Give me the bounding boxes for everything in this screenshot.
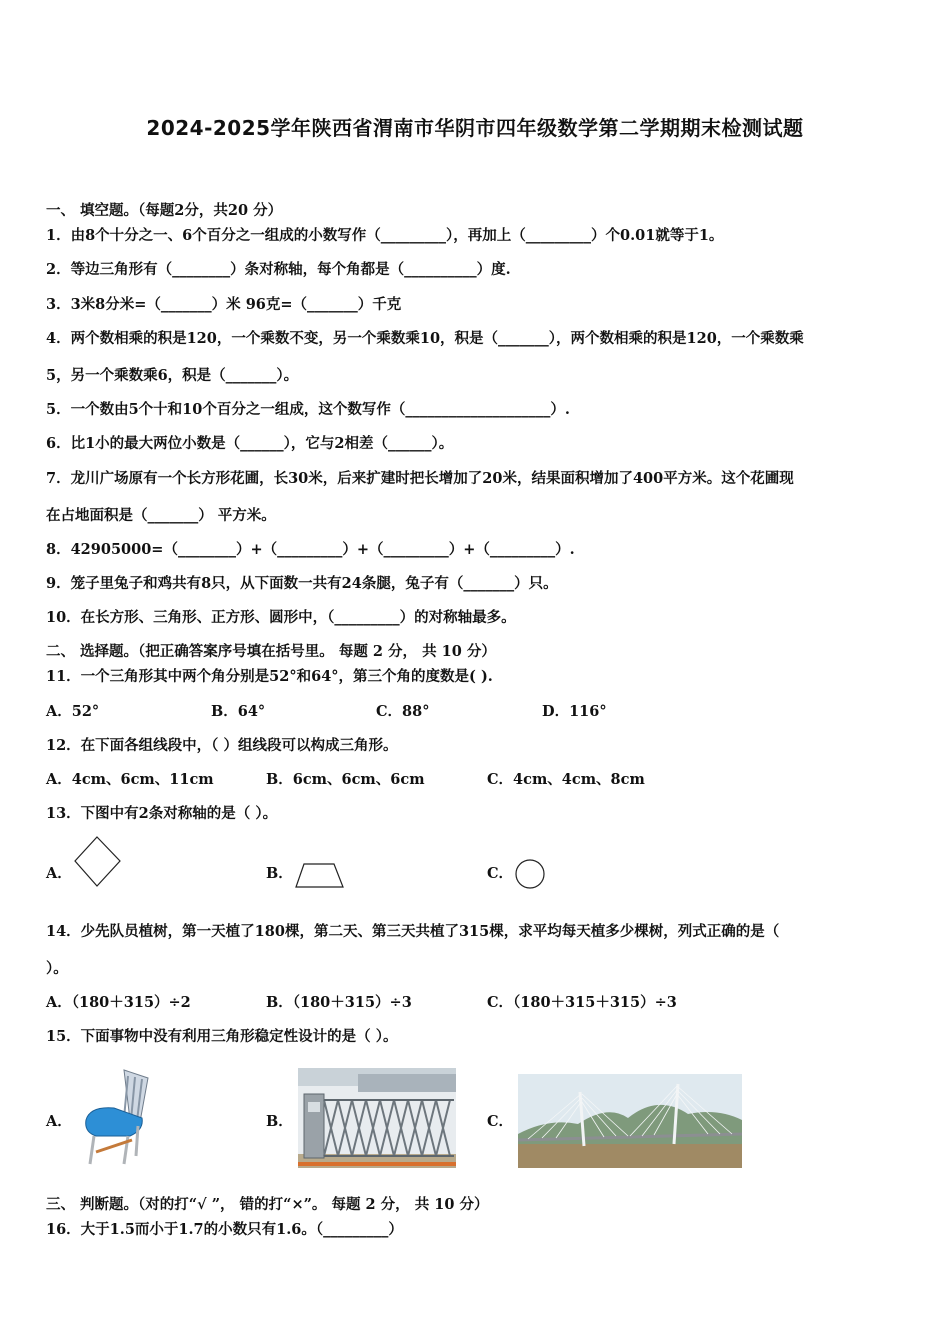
circle-figure	[514, 858, 546, 890]
q12-option-a: A．4cm、6cm、11cm	[46, 771, 214, 788]
question-7-line-1: 7．龙川广场原有一个长方形花圃，长30米，后来扩建时把长增加了20米，结果面积增加了400平方米。这个花圃现	[46, 470, 794, 487]
question-13: 13．下图中有2条对称轴的是（ ）。	[46, 805, 278, 822]
section-heading-judge: 三、 判断题。（对的打“√ ”， 错的打“×”。 每题 2 分， 共 10 分）	[46, 1196, 489, 1213]
question-14-line-1: 14．少先队员植树，第一天植了180棵，第二天、第三天共植了315棵，求平均每天植多少棵树，列式正确的是（	[46, 923, 780, 940]
question-4-line-2: 5，另一个乘数乘6，积是（_______）。	[46, 367, 299, 384]
section-heading-fill: 一、 填空题。（每题2分，共20 分）	[46, 202, 283, 219]
trapezoid-figure	[294, 862, 346, 890]
question-12: 12．在下面各组线段中，（ ）组线段可以构成三角形。	[46, 737, 398, 754]
question-1: 1．由8个十分之一、6个百分之一组成的小数写作（_________），再加上（_________）个0.01就等于1。	[46, 227, 724, 244]
cable-bridge-image	[518, 1074, 742, 1168]
q11-option-b: B．64°	[211, 703, 266, 720]
question-16: 16．大于1.5而小于1.7的小数只有1.6。（_________）	[46, 1221, 403, 1238]
question-15: 15．下面事物中没有利用三角形稳定性设计的是（ ）。	[46, 1028, 398, 1045]
question-9: 9．笼子里兔子和鸡共有8只，从下面数一共有24条腿，兔子有（_______）只。	[46, 575, 558, 592]
q11-option-d: D．116°	[542, 703, 607, 720]
q15-option-b: B．	[266, 1113, 293, 1130]
section-heading-choice: 二、 选择题。（把正确答案序号填在括号里。 每题 2 分， 共 10 分）	[46, 643, 496, 660]
q15-option-c: C．	[487, 1113, 514, 1130]
diamond-figure	[74, 836, 122, 888]
question-14-line-2: ）。	[46, 960, 68, 977]
q13-option-a: A．	[46, 865, 72, 882]
question-2: 2．等边三角形有（________）条对称轴，每个角都是（__________）度.	[46, 261, 511, 278]
question-4-line-1: 4．两个数相乘的积是120，一个乘数不变，另一个乘数乘10，积是（_______），两个数相乘的积是120，一个乘数乘	[46, 330, 804, 347]
q13-option-b: B．	[266, 865, 293, 882]
q12-option-c: C．4cm、4cm、8cm	[487, 771, 645, 788]
chair-image	[80, 1066, 154, 1166]
q14-option-b: B．（180＋315）÷3	[266, 994, 412, 1011]
question-5: 5．一个数由5个十和10个百分之一组成，这个数写作（____________________）.	[46, 401, 570, 418]
folding-gate-image	[298, 1068, 456, 1168]
question-8: 8．42905000=（________）+（_________）+（_________）+（_________）.	[46, 541, 575, 558]
q11-option-c: C．88°	[376, 703, 430, 720]
q14-option-c: C．（180＋315＋315）÷3	[487, 994, 677, 1011]
question-7-line-2: 在占地面积是（_______） 平方米。	[46, 507, 276, 524]
q14-option-a: A．（180＋315）÷2	[46, 994, 191, 1011]
q13-option-c: C．	[487, 865, 514, 882]
question-10: 10．在长方形、三角形、正方形、圆形中，（_________）的对称轴最多。	[46, 609, 516, 626]
q11-option-a: A．52°	[46, 703, 100, 720]
question-6: 6．比1小的最大两位小数是（______），它与2相差（______）。	[46, 435, 454, 452]
question-11: 11．一个三角形其中两个角分别是52°和64°，第三个角的度数是( ).	[46, 668, 493, 685]
question-3: 3．3米8分米=（_______）米 96克=（_______）千克	[46, 296, 402, 313]
q15-option-a: A．	[46, 1113, 72, 1130]
q12-option-b: B．6cm、6cm、6cm	[266, 771, 425, 788]
page-title: 2024-2025学年陕西省渭南市华阴市四年级数学第二学期期末检测试题	[146, 116, 804, 140]
